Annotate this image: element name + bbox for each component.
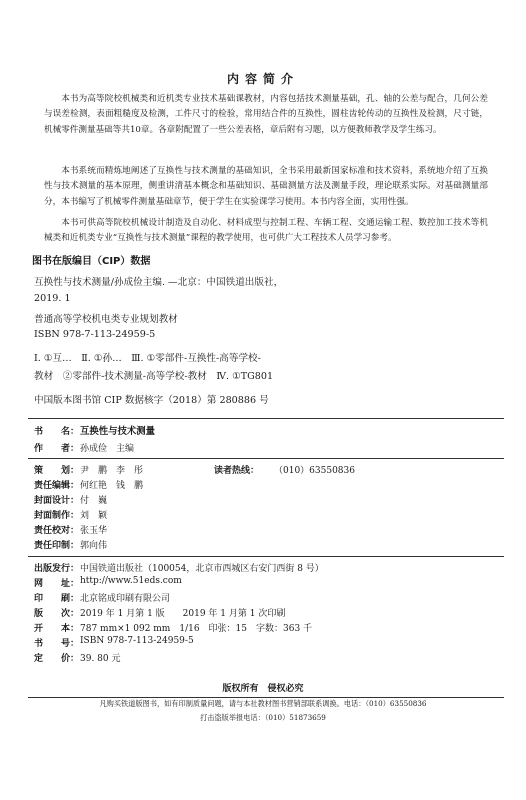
quality-notice: 凡购买铁道版图书，如有印制质量问题，请与本社教材图书营销部联系调换。电话：（010）63550836 xyxy=(99,699,427,708)
printer: 北京铭成印刷有限公司 xyxy=(80,594,171,604)
website-label: 网 址： xyxy=(34,579,80,589)
divider xyxy=(28,458,504,459)
printer-label: 印 刷： xyxy=(34,594,80,604)
cip-line: 教材 ②零部件-技术测量-高等学校-教材 Ⅳ. ①TG801 xyxy=(34,371,274,382)
hotline: （010）63550836 xyxy=(274,466,355,476)
hotline-label: 读者热线： xyxy=(214,466,260,476)
format-label: 开 本： xyxy=(34,624,80,634)
proofreader-label: 责任校对： xyxy=(34,526,80,536)
isbn: ISBN 978-7-113-24959-5 xyxy=(80,636,194,646)
isbn-label: 书 号： xyxy=(34,639,80,649)
cip-line: 互换性与技术测量/孙成俭主编. —北京：中国铁道出版社， xyxy=(34,277,284,288)
piracy-hotline: 打击盗版举报电话：（010）51873659 xyxy=(200,713,326,722)
publisher-label: 出版发行： xyxy=(34,564,80,574)
divider xyxy=(28,556,504,557)
author-label: 作 者： xyxy=(34,444,80,454)
page-title: 内容简介 xyxy=(226,72,299,86)
book-title: 互换性与技术测量 xyxy=(80,426,156,437)
cip-line: 中国版本图书馆 CIP 数据核字（2018）第 280886 号 xyxy=(34,395,269,406)
intro-paragraph-3: 本书可供高等院校机械设计制造及自动化、材料成型与控制工程、车辆工程、交通运输工程、数控加工技术等机械类和近机类专业“互换性与技术测量”课程的教学使用，也可供广大工程技术人员学习参考。 xyxy=(44,218,488,244)
book-title-label: 书 名： xyxy=(34,427,80,437)
intro-paragraph-2: 本书系统而精炼地阐述了互换性与技术测量的基础知识，全书采用最新国家标准和技术资料，系统地介绍了互换性与技术测量的基本原理，侧重讲清基本概念和基础知识、基础测量方法及测量手段，理论联系实际。对基础测量部分，本书编写了机械零件测量基础章节，便于学生在实验课学习使用。本书内容全面，实用性强。 xyxy=(44,166,488,207)
printing-label: 责任印制： xyxy=(34,541,80,551)
editor: 何红艳 钱 鹏 xyxy=(80,481,144,491)
intro-paragraph-1: 本书为高等院校机械类和近机类专业技术基础课教材，内容包括技术测量基础，孔、轴的公差与配合，几何公差与误差检测，表面粗糙度及检测，工件尺寸的检验，常用结合件的互换性，圆柱齿轮传动的互换性及检测，尺寸链，机械零件测量基础等共10章。各章附配置了一些公差表格，章后附有习题，以方便教师教学及学生练习。 xyxy=(44,94,488,135)
printing: 郭向伟 xyxy=(80,541,108,551)
cover-design: 付 巍 xyxy=(80,496,108,506)
author: 孙成俭 主编 xyxy=(80,444,135,454)
edition: 2019 年 1 月第 1 版 2019 年 1 月第 1 次印刷 xyxy=(80,609,286,619)
editor-label: 责任编辑： xyxy=(34,481,80,491)
cover-production: 刘 颖 xyxy=(80,511,108,521)
edition-label: 版 次： xyxy=(34,609,80,619)
price: 39. 80 元 xyxy=(80,654,121,664)
cip-heading: 图书在版编目（CIP）数据 xyxy=(32,256,151,267)
planning: 尹 鹏 李 彤 xyxy=(80,466,144,476)
cip-line: 2019. 1 xyxy=(34,293,71,304)
divider xyxy=(28,418,504,419)
format: 787 mm×1 092 mm 1/16 印张：15 字数：363 千 xyxy=(80,624,313,634)
copyright-notice: 版权所有 侵权必究 xyxy=(222,684,304,694)
planning-label: 策 划： xyxy=(34,466,80,476)
proofreader: 张玉华 xyxy=(80,526,108,536)
cip-line: ISBN 978-7-113-24959-5 xyxy=(34,329,156,340)
cip-line: 普通高等学校机电类专业规划教材 xyxy=(34,314,178,325)
publisher: 中国铁道出版社（100054，北京市西城区右安门西街 8 号） xyxy=(80,564,324,574)
divider xyxy=(28,697,504,698)
cover-production-label: 封面制作： xyxy=(34,511,80,521)
cover-design-label: 封面设计： xyxy=(34,496,80,506)
website: http://www.51eds.com xyxy=(80,576,182,586)
price-label: 定 价： xyxy=(34,654,80,664)
cip-line: Ⅰ. ①互… Ⅱ. ①孙… Ⅲ. ①零部件-互换性-高等学校- xyxy=(34,353,261,364)
